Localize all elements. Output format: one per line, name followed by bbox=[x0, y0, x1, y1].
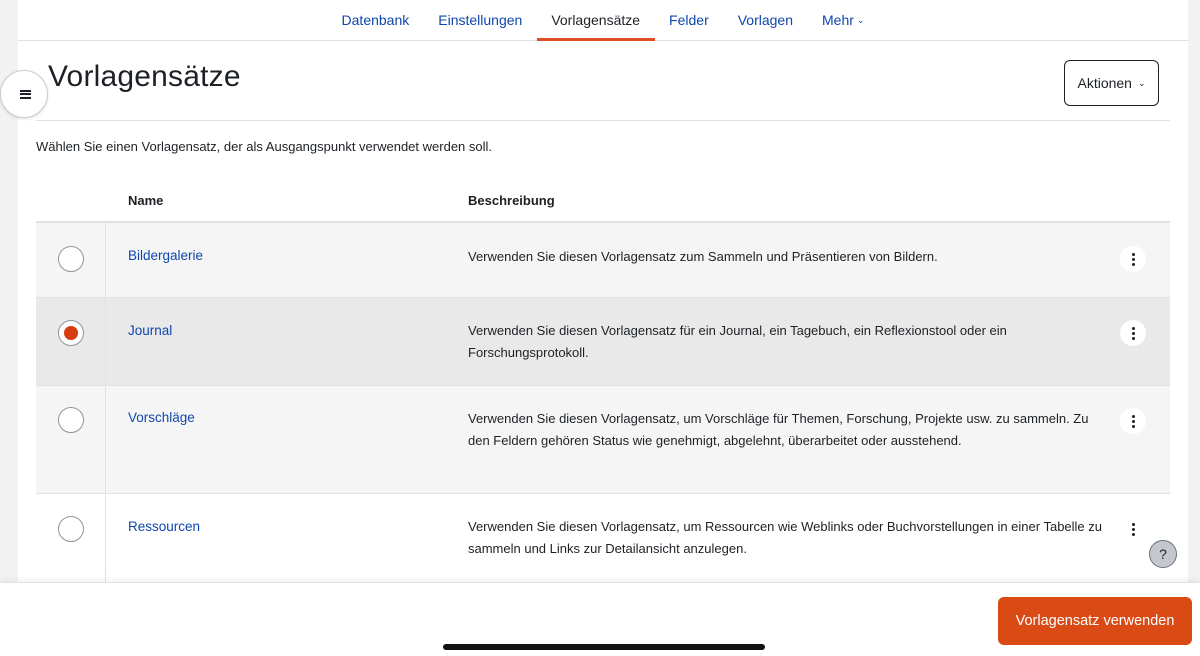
actions-label: Aktionen bbox=[1077, 75, 1132, 91]
select-radio-ressourcen[interactable] bbox=[58, 516, 84, 542]
actions-dropdown-button[interactable] bbox=[1064, 60, 1159, 106]
page bbox=[18, 0, 1188, 656]
page-title: Vorlagensätze bbox=[48, 60, 241, 93]
column-header-description: Beschreibung bbox=[468, 193, 555, 208]
divider bbox=[36, 120, 1170, 121]
secondary-navigation bbox=[18, 0, 1188, 41]
tab-label: Mehr bbox=[822, 12, 854, 28]
template-description: Verwenden Sie diesen Vorlagensatz, um Ressourcen wie Weblinks oder Buchvorstellungen in einer Tabelle zu sammeln und Links zur Detailansicht anzulegen. bbox=[468, 519, 1103, 556]
template-description: Verwenden Sie diesen Vorlagensatz zum Sammeln und Präsentieren von Bildern. bbox=[468, 249, 938, 264]
table-row bbox=[36, 223, 1170, 298]
template-link-ressourcen[interactable]: Ressourcen bbox=[128, 519, 201, 534]
column-header-name: Name bbox=[128, 193, 164, 208]
help-button[interactable] bbox=[1149, 540, 1177, 568]
table-header bbox=[36, 176, 1170, 223]
sticky-footer bbox=[0, 582, 1200, 656]
template-description: Verwenden Sie diesen Vorlagensatz, um Vorschläge für Themen, Forschung, Projekte usw. zu sammeln. Zu den Feldern gehören Status wie genehmigt, abgelehnt, überarbeitet oder ausstehend. bbox=[468, 411, 1089, 448]
tab-mehr-dropdown[interactable] bbox=[808, 0, 879, 40]
more-options-icon[interactable] bbox=[1120, 408, 1146, 434]
help-label: ? bbox=[1159, 546, 1167, 562]
select-radio-vorschlaege[interactable] bbox=[58, 407, 84, 433]
table-row bbox=[36, 386, 1170, 494]
tab-label: Einstellungen bbox=[438, 12, 523, 28]
use-template-set-button[interactable]: Vorlagensatz verwenden bbox=[998, 597, 1192, 645]
template-link-journal[interactable]: Journal bbox=[128, 323, 173, 338]
template-description: Verwenden Sie diesen Vorlagensatz für ein Journal, ein Tagebuch, ein Reflexionstool oder ein Forschungsprotokoll. bbox=[468, 323, 1007, 360]
table-row bbox=[36, 494, 1170, 584]
select-radio-bildergalerie[interactable] bbox=[58, 246, 84, 272]
chevron-down-icon: ⌄ bbox=[1137, 77, 1146, 88]
more-options-icon[interactable] bbox=[1120, 246, 1146, 272]
course-index-toggle-button[interactable] bbox=[0, 70, 48, 118]
tab-label: Datenbank bbox=[341, 12, 410, 28]
tab-einstellungen[interactable] bbox=[424, 0, 537, 40]
tab-label: Vorlagen bbox=[737, 12, 794, 28]
chevron-down-icon: ⌄ bbox=[856, 14, 865, 25]
template-sets-table bbox=[36, 176, 1170, 584]
home-indicator bbox=[443, 644, 765, 650]
tab-felder[interactable] bbox=[655, 0, 724, 40]
list-icon bbox=[20, 90, 31, 99]
tab-vorlagensaetze[interactable] bbox=[537, 0, 655, 40]
tab-label: Felder bbox=[669, 12, 709, 28]
table-row bbox=[36, 298, 1170, 386]
intro-text: Wählen Sie einen Vorlagensatz, der als Ausgangspunkt verwendet werden soll. bbox=[36, 139, 493, 154]
tab-vorlagen[interactable] bbox=[723, 0, 807, 40]
template-link-bildergalerie[interactable]: Bildergalerie bbox=[128, 248, 204, 263]
template-link-vorschlaege[interactable]: Vorschläge bbox=[128, 410, 195, 425]
more-options-icon[interactable] bbox=[1120, 516, 1146, 542]
tab-datenbank[interactable] bbox=[327, 0, 424, 40]
tab-label: Vorlagensätze bbox=[551, 12, 641, 28]
select-radio-journal[interactable] bbox=[58, 320, 84, 346]
more-options-icon[interactable] bbox=[1120, 320, 1146, 346]
